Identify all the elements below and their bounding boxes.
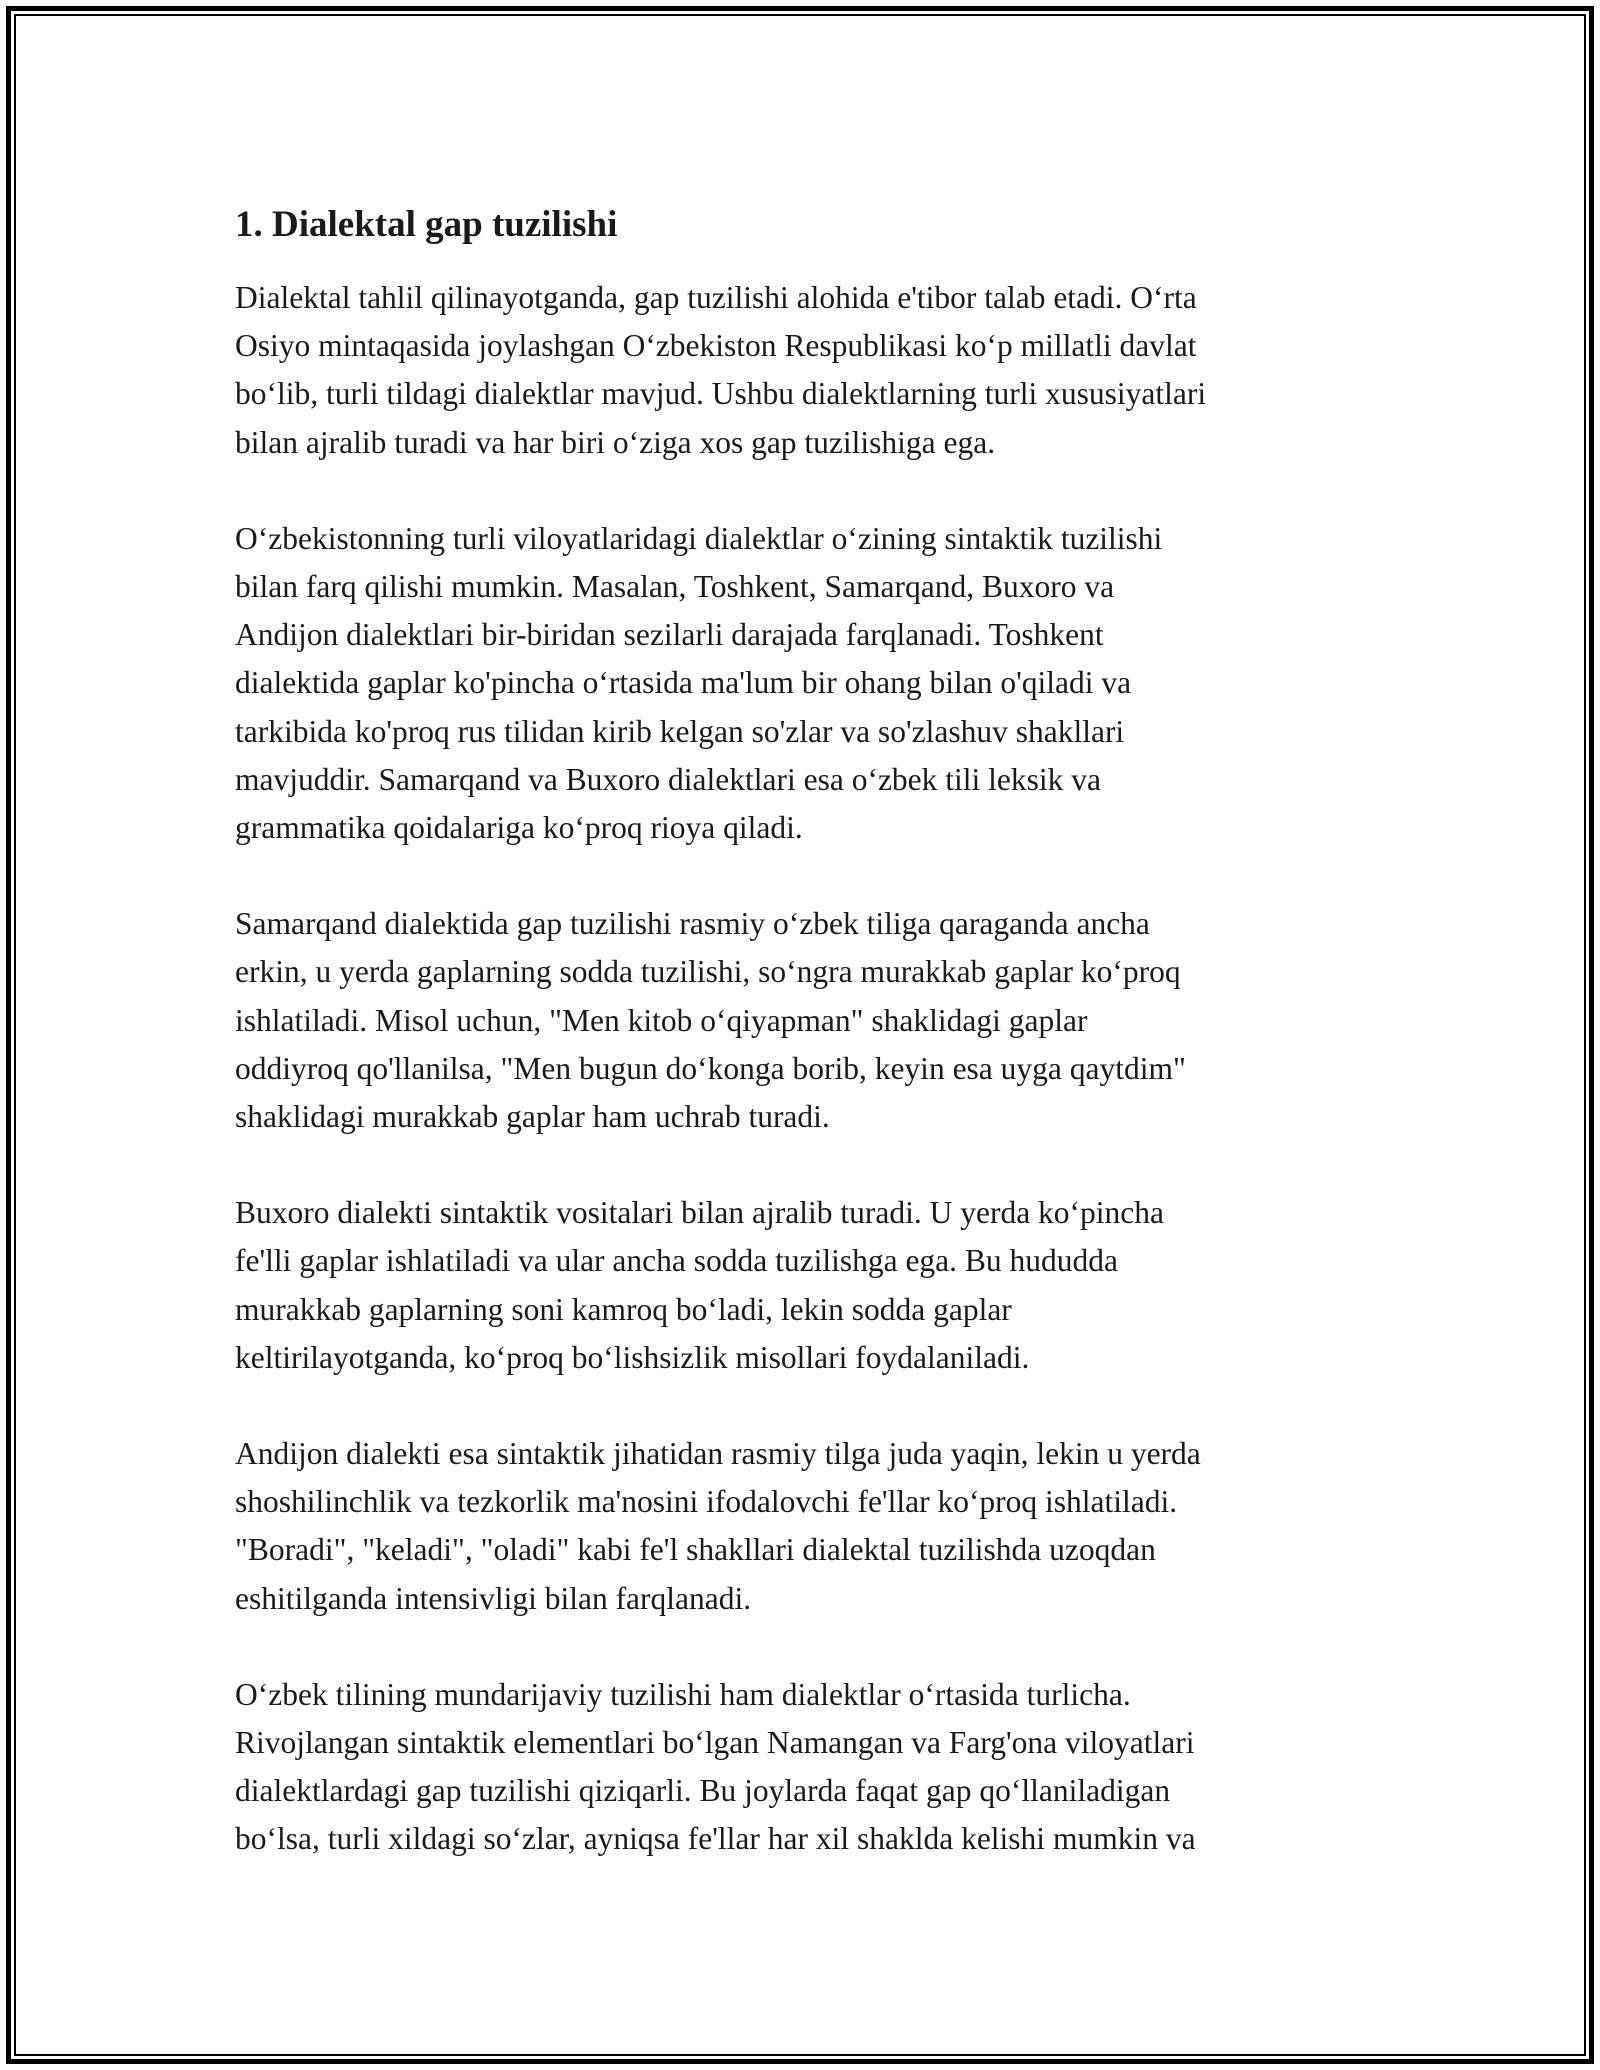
paragraph-4: Buxoro dialekti sintaktik vositalari bilan ajralib turadi. U yerda ko‘pincha fe'lli gaplar ishlatiladi va ular ancha sodda tuzilishga ega. Bu hududda murakkab gaplarning soni kamroq bo‘ladi, lekin sodda gaplar keltirilayotganda, ko‘proq bo‘lishsizlik misollari foydalaniladi.	[235, 1195, 1165, 1375]
paragraph-6: O‘zbek tilining mundarijaviy tuzilishi ham dialektlar o‘rtasida turlicha. Rivojlangan sintaktik elementlari bo‘lgan Namangan va Farg'ona viloyatlari dialektlardagi gap tuzilishi qiziqarli. Bu joylarda faqat gap qo‘llaniladigan bo‘lsa, turli xildagi so‘zlar, ayniqsa fe'llar har xil shaklda kelishi mumkin va	[235, 1676, 1196, 1857]
document-body	[235, 196, 1385, 1912]
page-border	[6, 6, 1594, 2064]
paragraph-3: Samarqand dialektida gap tuzilishi rasmiy o‘zbek tiliga qaraganda ancha erkin, u yerda gaplarning sodda tuzilishi, so‘ngra murakkab gaplar ko‘proq ishlatiladi. Misol uchun, "Men kitob o‘qiyapman" shaklidagi gaplar oddiyroq qo'llanilsa, "Men bugun do‘konga borib, keyin esa uyga qaytdim" shaklidagi murakkab gaplar ham uchrab turadi.	[235, 906, 1186, 1135]
paragraph-5: Andijon dialekti esa sintaktik jihatidan rasmiy tilga juda yaqin, lekin u yerda shoshilinchlik va tezkorlik ma'nosini ifodalovchi fe'llar ko‘proq ishlatiladi. "Boradi", "keladi", "oladi" kabi fe'l shakllari dialektal tuzilishda uzoqdan eshitilganda intensivligi bilan farqlanadi.	[235, 1436, 1201, 1616]
section-heading: 1. Dialektal gap tuzilishi	[235, 204, 618, 245]
paragraph-1: Dialektal tahlil qilinayotganda, gap tuzilishi alohida e'tibor talab etadi. O‘rta Osiyo mintaqasida joylashgan O‘zbekiston Respublikasi ko‘p millatli davlat bo‘lib, turli tildagi dialektlar mavjud. Ushbu dialektlarning turli xususiyatlari bilan ajralib turadi va har biri o‘ziga xos gap tuzilishiga ega.	[235, 280, 1207, 460]
paragraph-2: O‘zbekistonning turli viloyatlaridagi dialektlar o‘zining sintaktik tuzilishi bilan farq qilishi mumkin. Masalan, Toshkent, Samarqand, Buxoro va Andijon dialektlari bir-biridan sezilarli darajada farqlanadi. Toshkent dialektida gaplar ko'pincha o‘rtasida ma'lum bir ohang bilan o'qiladi va tarkibida ko'proq rus tilidan kirib kelgan so'zlar va so'zlashuv shakllari mavjuddir. Samarqand va Buxoro dialektlari esa o‘zbek tili leksik va grammatika qoidalariga ko‘proq rioya qiladi.	[235, 520, 1163, 846]
